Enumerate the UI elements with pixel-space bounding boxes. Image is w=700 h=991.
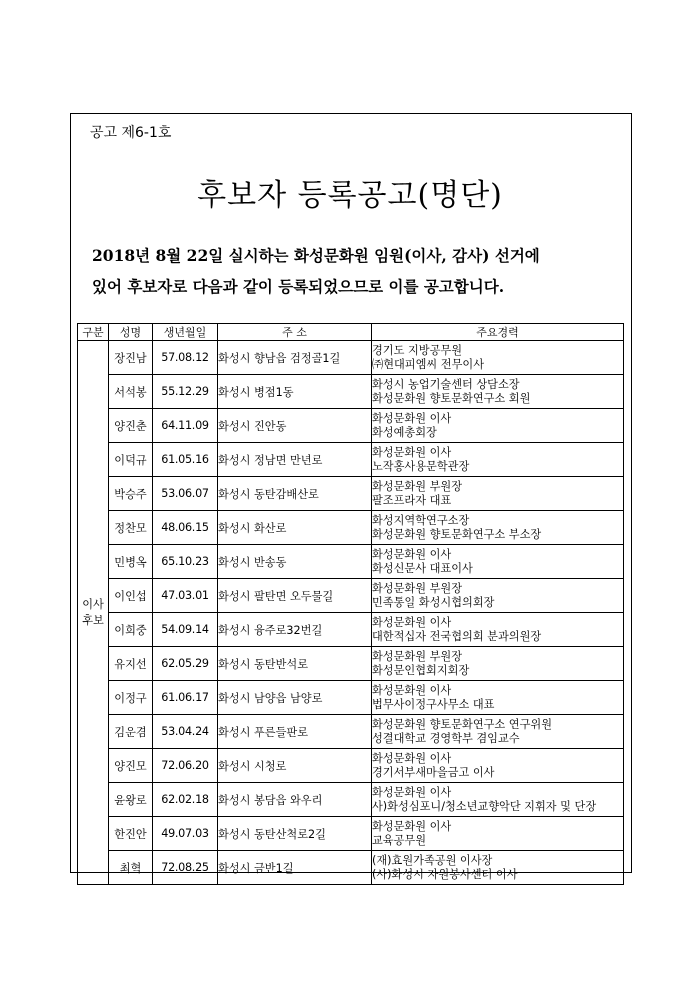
- table-header-row: [78, 324, 624, 341]
- candidate-birth: 49.07.03: [153, 817, 218, 851]
- candidate-name: 한진안: [109, 817, 153, 851]
- career-line: 화성문화원 부원장: [372, 649, 463, 663]
- career-line: 노작홍사용문학관장: [372, 459, 470, 473]
- category-label: 이사: [82, 597, 104, 611]
- candidate-career: [372, 851, 624, 885]
- candidate-address: 화성시 금반1길: [218, 851, 372, 885]
- candidate-career: [372, 749, 624, 783]
- career-line: 화성문화원 향토문화연구소 회원: [372, 391, 531, 405]
- career-line: 화성문화원 향토문화연구소 부소장: [372, 527, 542, 541]
- career-line: 화성문화원 이사: [372, 683, 452, 697]
- candidate-name: 이덕규: [109, 443, 153, 477]
- candidate-table: [77, 323, 624, 885]
- candidate-address: 화성시 반송동: [218, 545, 372, 579]
- candidate-birth: 53.04.24: [153, 715, 218, 749]
- career-line: 경기서부새마을금고 이사: [372, 765, 495, 779]
- candidate-address: 화성시 남양읍 남양로: [218, 681, 372, 715]
- career-line: 화성문화원 이사: [372, 819, 452, 833]
- candidate-address: 화성시 진안동: [218, 409, 372, 443]
- candidate-name: 김운겸: [109, 715, 153, 749]
- career-line: 화성문화원 향토문화연구소 연구위원: [372, 717, 553, 731]
- table-row: [78, 715, 624, 749]
- career-line: 대한적십자 전국협의회 분과의원장: [372, 629, 542, 643]
- candidate-name: 장진남: [109, 341, 153, 375]
- candidate-career: [372, 477, 624, 511]
- header-birth: 생년월일: [153, 324, 218, 341]
- candidate-career: [372, 613, 624, 647]
- candidate-address: 화성시 병점1동: [218, 375, 372, 409]
- table-row: [78, 511, 624, 545]
- candidate-name: 유지선: [109, 647, 153, 681]
- career-line: ㈜현대피엠씨 전무이사: [372, 357, 485, 371]
- career-line: 사)화성심포니/청소년교향악단 지휘자 및 단장: [372, 799, 597, 813]
- intro-line: 있어 후보자로 다음과 같이 등록되었으므로 이를 공고합니다.: [92, 277, 505, 296]
- career-line: 화성신문사 대표이사: [372, 561, 473, 575]
- career-line: 팔조프라자 대표: [372, 493, 452, 507]
- candidate-career: [372, 511, 624, 545]
- candidate-address: 화성시 화산로: [218, 511, 372, 545]
- candidate-name: 윤왕로: [109, 783, 153, 817]
- candidate-name: 최혁: [109, 851, 153, 885]
- table-row: [78, 817, 624, 851]
- header-career: 주요경력: [372, 324, 624, 341]
- candidate-career: [372, 647, 624, 681]
- table-row: [78, 749, 624, 783]
- candidate-birth: 48.06.15: [153, 511, 218, 545]
- candidate-career: [372, 681, 624, 715]
- career-line: (사)화성시 자원봉사센터 이사: [372, 867, 518, 881]
- candidate-birth: 62.05.29: [153, 647, 218, 681]
- candidate-name: 박승주: [109, 477, 153, 511]
- candidate-birth: 72.06.20: [153, 749, 218, 783]
- candidate-address: 화성시 팔탄면 오두물길: [218, 579, 372, 613]
- header-address: 주 소: [218, 324, 372, 341]
- candidate-name: 민병옥: [109, 545, 153, 579]
- candidate-birth: 61.06.17: [153, 681, 218, 715]
- candidate-birth: 72.08.25: [153, 851, 218, 885]
- candidate-birth: 57.08.12: [153, 341, 218, 375]
- candidate-career: [372, 545, 624, 579]
- table-row: [78, 647, 624, 681]
- candidate-address: 화성시 정남면 만년로: [218, 443, 372, 477]
- candidate-address: 화성시 시청로: [218, 749, 372, 783]
- career-line: 화성문화원 이사: [372, 445, 452, 459]
- category-label: 후보: [82, 613, 104, 627]
- candidate-address: 화성시 봉담읍 와우리: [218, 783, 372, 817]
- header-name: 성명: [109, 324, 153, 341]
- candidate-name: 이희중: [109, 613, 153, 647]
- career-line: 화성시 농업기술센터 상담소장: [372, 377, 520, 391]
- candidate-name: 이인섭: [109, 579, 153, 613]
- career-line: 화성문화원 이사: [372, 785, 452, 799]
- career-line: 경기도 지방공무원: [372, 343, 463, 357]
- career-line: 화성문화원 이사: [372, 751, 452, 765]
- candidate-career: [372, 409, 624, 443]
- career-line: 화성지역학연구소장: [372, 513, 470, 527]
- career-line: 화성문인협회지회장: [372, 663, 470, 677]
- candidate-career: [372, 443, 624, 477]
- table-row: [78, 375, 624, 409]
- intro-line: 2018년 8월 22일 실시하는 화성문화원 임원(이사, 감사) 선거에: [92, 246, 540, 265]
- candidate-address: 화성시 동탄감배산로: [218, 477, 372, 511]
- career-line: (재)효원가족공원 이사장: [372, 853, 493, 867]
- table-row: [78, 409, 624, 443]
- candidate-address: 화성시 동탄반석로: [218, 647, 372, 681]
- career-line: 화성문화원 이사: [372, 411, 452, 425]
- candidate-birth: 65.10.23: [153, 545, 218, 579]
- table-row: [78, 613, 624, 647]
- candidate-birth: 54.09.14: [153, 613, 218, 647]
- career-line: 화성문화원 부원장: [372, 581, 463, 595]
- table-row: [78, 443, 624, 477]
- candidate-name: 서석봉: [109, 375, 153, 409]
- category-cell: [78, 341, 109, 885]
- candidate-birth: 47.03.01: [153, 579, 218, 613]
- candidate-birth: 64.11.09: [153, 409, 218, 443]
- candidate-career: [372, 783, 624, 817]
- table-row: [78, 477, 624, 511]
- career-line: 화성문화원 이사: [372, 547, 452, 561]
- candidate-career: [372, 341, 624, 375]
- candidate-career: [372, 375, 624, 409]
- table-row: [78, 681, 624, 715]
- candidate-birth: 61.05.16: [153, 443, 218, 477]
- career-line: 법무사이정구사무소 대표: [372, 697, 495, 711]
- table-row: [78, 545, 624, 579]
- notice-number: 공고 제6-1호: [90, 125, 172, 141]
- career-line: 성결대학교 경영학부 겸임교수: [372, 731, 520, 745]
- career-line: 교육공무원: [372, 833, 427, 847]
- candidate-birth: 53.06.07: [153, 477, 218, 511]
- candidate-career: [372, 579, 624, 613]
- candidate-address: 화성시 푸른들판로: [218, 715, 372, 749]
- candidate-name: 정찬모: [109, 511, 153, 545]
- candidate-birth: 62.02.18: [153, 783, 218, 817]
- career-line: 민족통일 화성시협의회장: [372, 595, 495, 609]
- page-title: 후보자 등록공고(명단): [197, 178, 503, 213]
- career-line: 화성예총회장: [372, 425, 437, 439]
- candidate-career: [372, 817, 624, 851]
- candidate-career: [372, 715, 624, 749]
- table-row: [78, 783, 624, 817]
- candidate-name: 양진춘: [109, 409, 153, 443]
- career-line: 화성문화원 이사: [372, 615, 452, 629]
- candidate-address: 화성시 동탄산척로2길: [218, 817, 372, 851]
- intro-text: [92, 240, 622, 302]
- table-row: [78, 341, 624, 375]
- candidate-address: 화성시 향남읍 검정골1길: [218, 341, 372, 375]
- table-row: [78, 851, 624, 885]
- candidate-address: 화성시 융주로32번길: [218, 613, 372, 647]
- candidate-name: 양진모: [109, 749, 153, 783]
- table-row: [78, 579, 624, 613]
- career-line: 화성문화원 부원장: [372, 479, 463, 493]
- candidate-birth: 55.12.29: [153, 375, 218, 409]
- candidate-name: 이정구: [109, 681, 153, 715]
- header-category: 구분: [78, 324, 109, 341]
